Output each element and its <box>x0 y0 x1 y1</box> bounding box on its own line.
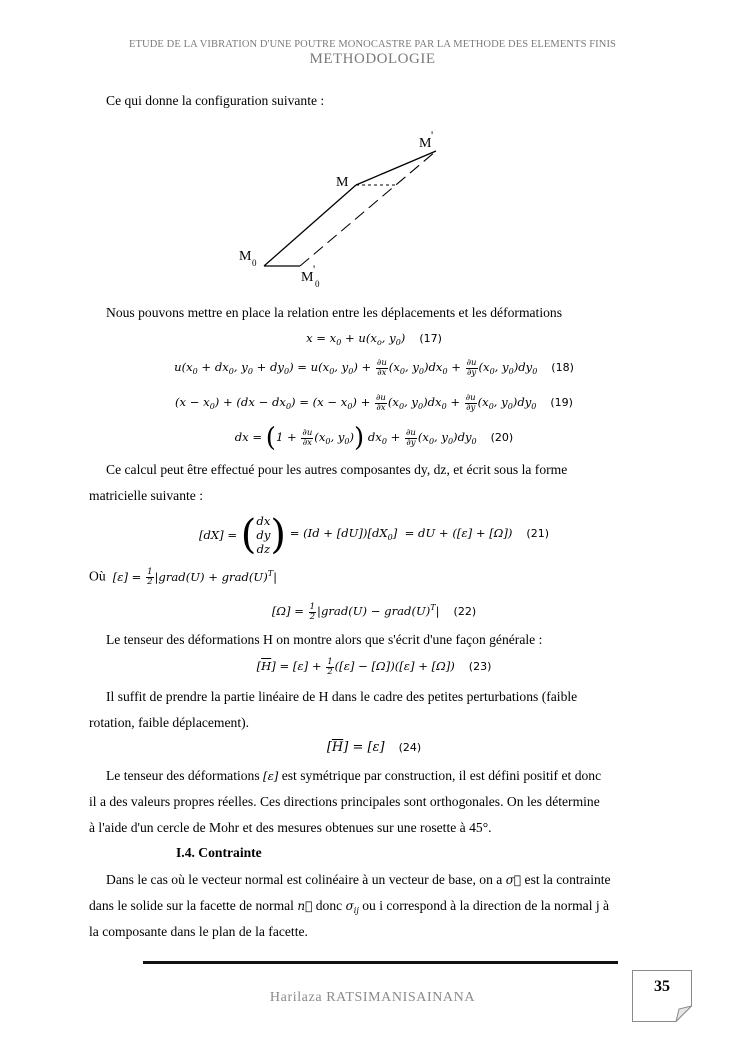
equation-20: dx = (1 + $\frac{\partial u}{\partial x}$ ($x_0$, $y_0$)) $dx_0$ + $\frac{\partial u}{\partial y}$ ($x_0$, $y_0)dy_0$ (20) <box>234 423 514 453</box>
symmetric-paragraph-line2: il a des valeurs propres réelles. Ces directions principales sont orthogonales. On les détermine <box>89 794 600 809</box>
segment-m-mprime <box>356 151 436 185</box>
epsilon-definition: Où [ε] = $\frac{1}{2}$ |grad(U) + $grad(U)^T|$ <box>89 567 277 587</box>
eqnum-20: (20) <box>490 431 514 444</box>
linear-paragraph-line2: rotation, faible déplacement). <box>89 715 250 730</box>
dashed-segment-m0prime-mprime <box>300 151 436 266</box>
equation-18: $u(x_0 + dx_0$, $y_0 + dy_0) = u(x_0$, $y_0$) + $\frac{\partial u}{\partial x}$ ($x_0$, $y_0)dx_0$ + $\frac{\partial u}{\partial y}$ ($x_0$, $y_0)dy_0$ (18) <box>174 357 574 378</box>
running-header-title: ETUDE DE LA VIBRATION D'UNE POUTRE MONOCASTRE PAR LA METHODE DES ELEMENTS FINIS <box>129 39 616 50</box>
eqnum-18: (18) <box>551 361 574 374</box>
label-mprime-tick: ' <box>431 128 434 142</box>
eqnum-21: (21) <box>526 526 549 540</box>
eqnum-23: (23) <box>468 660 492 673</box>
footer-rule <box>143 961 618 964</box>
sym-text-b: est symétrique par construction, il est défini positif et donc <box>281 768 602 783</box>
symmetric-paragraph-line3: à l'aide d'un cercle de Mohr et des mesures obtenues sur une rosette à 45°. <box>89 820 492 835</box>
contrainte-text-c: dans le solide sur la facette de normal <box>89 898 294 913</box>
footer-author: Harilaza RATSIMANISAINANA <box>269 990 476 1005</box>
page-number: 35 <box>654 978 670 995</box>
contrainte-text-d: donc <box>315 898 343 913</box>
running-header-section: METHODOLOGIE <box>309 51 436 67</box>
contrainte-text-e: ou i correspond à la direction de la normal j à <box>362 898 610 913</box>
sym-text-a: Le tenseur des déformations <box>106 768 260 783</box>
eqnum-19: (19) <box>550 396 573 409</box>
calc-paragraph-line2: matricielle suivante : <box>89 488 203 503</box>
label-m0-sub: 0 <box>252 258 257 268</box>
intro-paragraph: Ce qui donne la configuration suivante : <box>106 93 325 108</box>
section-heading-contrainte: I.4. Contrainte <box>176 845 262 860</box>
equation-22: [Ω] = $\frac{1}{2}$ |grad(U) − $grad(U)^T|$ (22) <box>271 601 477 622</box>
tensor-intro-paragraph: Le tenseur des déformations H on montre alors que s'écrit d'une façon générale : <box>106 632 543 647</box>
equation-19: $(x - x_0) + (dx - dx_0) = (x - x_0)$ + $\frac{\partial u}{\partial x}$ ($x_0$, $y_0)dx_0$ + $\frac{\partial u}{\partial y}$ ($x_0$, $y_0)dy_0$ (19) <box>175 392 573 413</box>
contrainte-paragraph-line3: la composante dans le plan de la facette. <box>89 924 308 939</box>
contrainte-text-b: est la contrainte <box>524 872 611 887</box>
relation-paragraph: Nous pouvons mettre en place la relation entre les déplacements et les déformations <box>106 305 562 320</box>
eqnum-22: (22) <box>453 605 477 618</box>
label-m0: M <box>239 249 252 264</box>
label-m: M <box>336 175 349 190</box>
segment-m0-m <box>264 185 356 266</box>
label-m0prime-sub: 0 <box>315 279 320 289</box>
label-m0prime-tick: ' <box>313 262 316 276</box>
label-m0prime: M <box>301 270 314 285</box>
calc-paragraph-line1: Ce calcul peut être effectué pour les autres composantes dy, dz, et écrit sous la forme <box>106 462 568 477</box>
linear-paragraph-line1: Il suffit de prendre la partie linéaire de H dans le cadre des petites perturbations (faible <box>106 689 578 704</box>
equation-24: $[\overline{H}] = [\varepsilon]$ (24) <box>326 740 422 755</box>
eqnum-17: (17) <box>419 332 442 345</box>
eqnum-24: (24) <box>398 741 422 754</box>
displacement-diagram <box>0 0 745 320</box>
ou-word: Où <box>89 568 106 584</box>
equation-17: $x = x_0 + u(x_o$, $y_0$) (17) <box>306 331 442 347</box>
equation-21: [dX] = (dx dy $dz) = (Id + [dU])[dX_0]$ = dU + ([ε] + [Ω]) (21) <box>198 512 549 558</box>
contrainte-text-a: Dans le cas où le vecteur normal est colinéaire à un vecteur de base, on a <box>106 872 503 887</box>
equation-23: $[\overline{H}] = [\varepsilon]$ + $\frac{1}{2}$ ([ε] − [Ω])([ε] + [Ω]) (23) <box>256 656 492 677</box>
label-mprime: M <box>419 136 432 151</box>
contrainte-paragraph-line1: Dans le cas où le vecteur normal est colinéaire à un vecteur de base, on a σ⃗ est la contrainte <box>106 872 611 887</box>
symmetric-paragraph-line1: Le tenseur des déformations [ε] est symétrique par construction, il est défini positif et donc <box>106 768 602 783</box>
contrainte-paragraph-line2: dans le solide sur la facette de normal n⃗ donc $\sigma_{ij}$ ou i correspond à la direction de la normal j à <box>89 898 610 915</box>
